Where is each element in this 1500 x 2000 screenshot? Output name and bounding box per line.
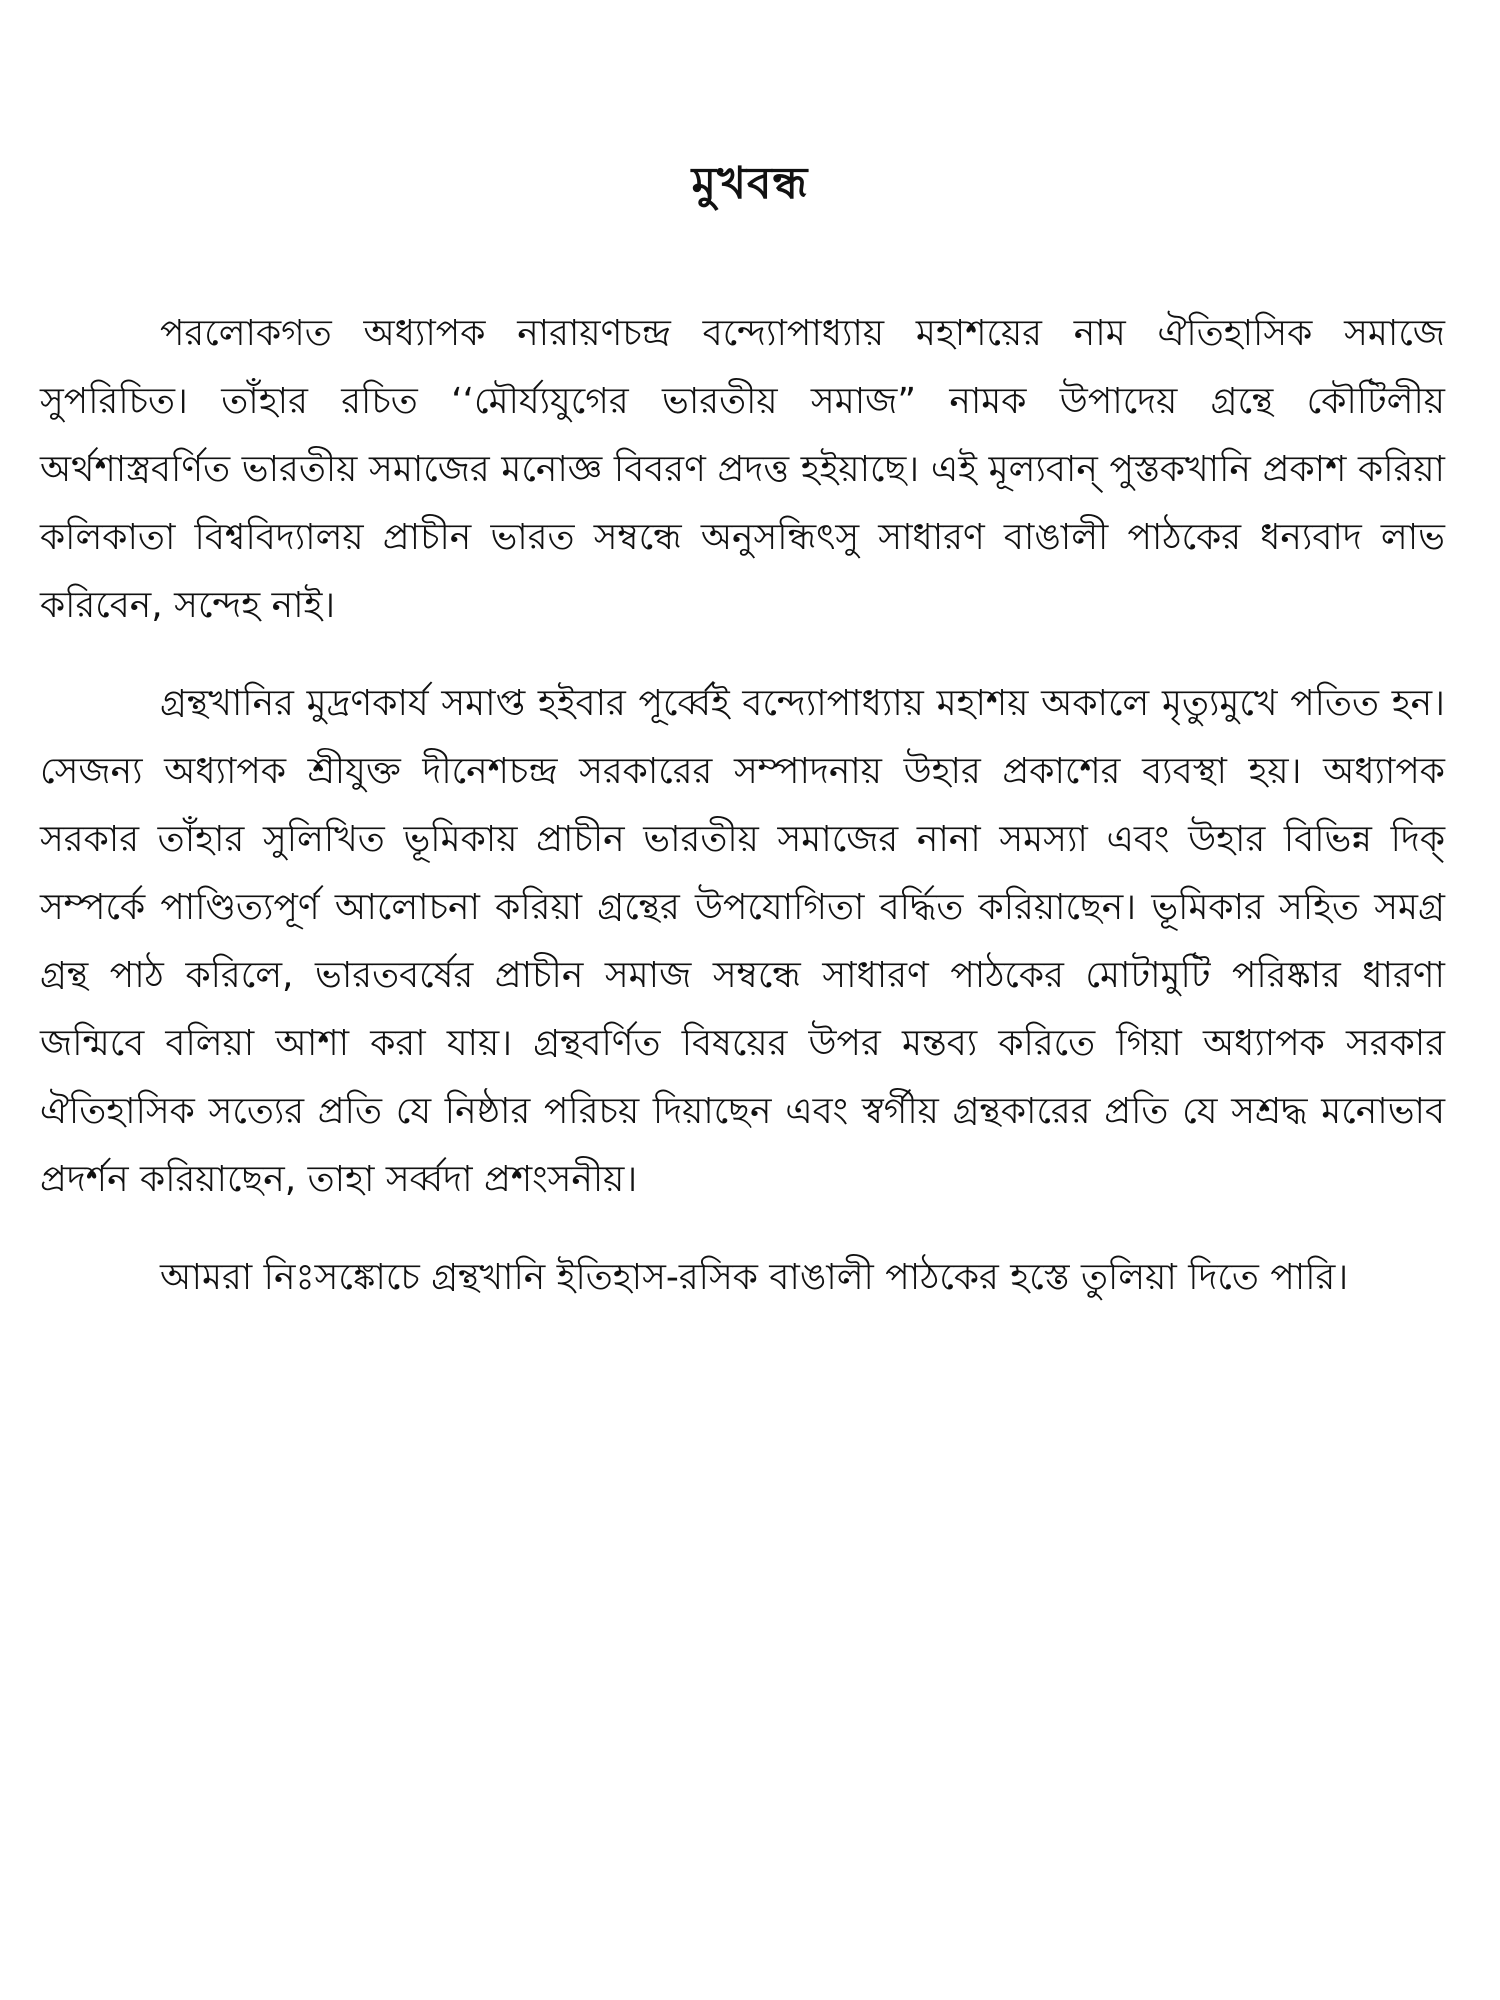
page-title: মুখবন্ধ bbox=[691, 158, 809, 209]
body-text bbox=[40, 300, 1445, 1342]
paragraph-3: আমরা নিঃসঙ্কোচে গ্রন্থখানি ইতিহাস-রসিক বাঙালী পাঠকের হস্তে তুলিয়া দিতে পারি। bbox=[160, 1257, 1349, 1298]
paragraph-1: পরলোকগত অধ্যাপক নারায়ণচন্দ্র বন্দ্যোপাধ্যায় মহাশয়ের নাম ঐতিহাসিক সমাজে সুপরিচিত। তাঁহার রচিত ‘‘মৌর্য্যযুগের ভারতীয় সমাজ” নামক উপাদেয় গ্রন্থে কৌটিলীয় অর্থশাস্ত্রবর্ণিত ভারতীয় সমাজের মনোজ্ঞ বিবরণ প্রদত্ত হইয়াছে। এই মূল্যবান্ পুস্তকখানি প্রকাশ করিয়া কলিকাতা বিশ্ববিদ্যালয় প্রাচীন ভারত সম্বন্ধে অনুসন্ধিৎসু সাধারণ বাঙালী পাঠকের ধন্যবাদ লাভ করিবেন, সন্দেহ নাই। bbox=[40, 313, 1445, 626]
paragraph-2: গ্রন্থখানির মুদ্রণকার্য সমাপ্ত হইবার পূর্ব্বেই বন্দ্যোপাধ্যায় মহাশয় অকালে মৃত্যুমুখে পতিত হন। সেজন্য অধ্যাপক শ্রীযুক্ত দীনেশচন্দ্র সরকারের সম্পাদনায় উহার প্রকাশের ব্যবস্থা হয়। অধ্যাপক সরকার তাঁহার সুলিখিত ভূমিকায় প্রাচীন ভারতীয় সমাজের নানা সমস্যা এবং উহার বিভিন্ন দিক্ সম্পর্কে পাণ্ডিত্যপূর্ণ আলোচনা করিয়া গ্রন্থের উপযোগিতা বর্দ্ধিত করিয়াছেন। ভূমিকার সহিত সমগ্র গ্রন্থ পাঠ করিলে, ভারতবর্ষের প্রাচীন সমাজ সম্বন্ধে সাধারণ পাঠকের মোটামুটি পরিষ্কার ধারণা জন্মিবে বলিয়া আশা করা যায়। গ্রন্থবর্ণিত বিষয়ের উপর মন্তব্য করিতে গিয়া অধ্যাপক সরকার ঐতিহাসিক সত্যের প্রতি যে নিষ্ঠার পরিচয় দিয়াছেন এবং স্বর্গীয় গ্রন্থকারের প্রতি যে সশ্রদ্ধ মনোভাব প্রদর্শন করিয়াছেন, তাহা সর্ব্বদা প্রশংসনীয়। bbox=[40, 683, 1445, 1200]
